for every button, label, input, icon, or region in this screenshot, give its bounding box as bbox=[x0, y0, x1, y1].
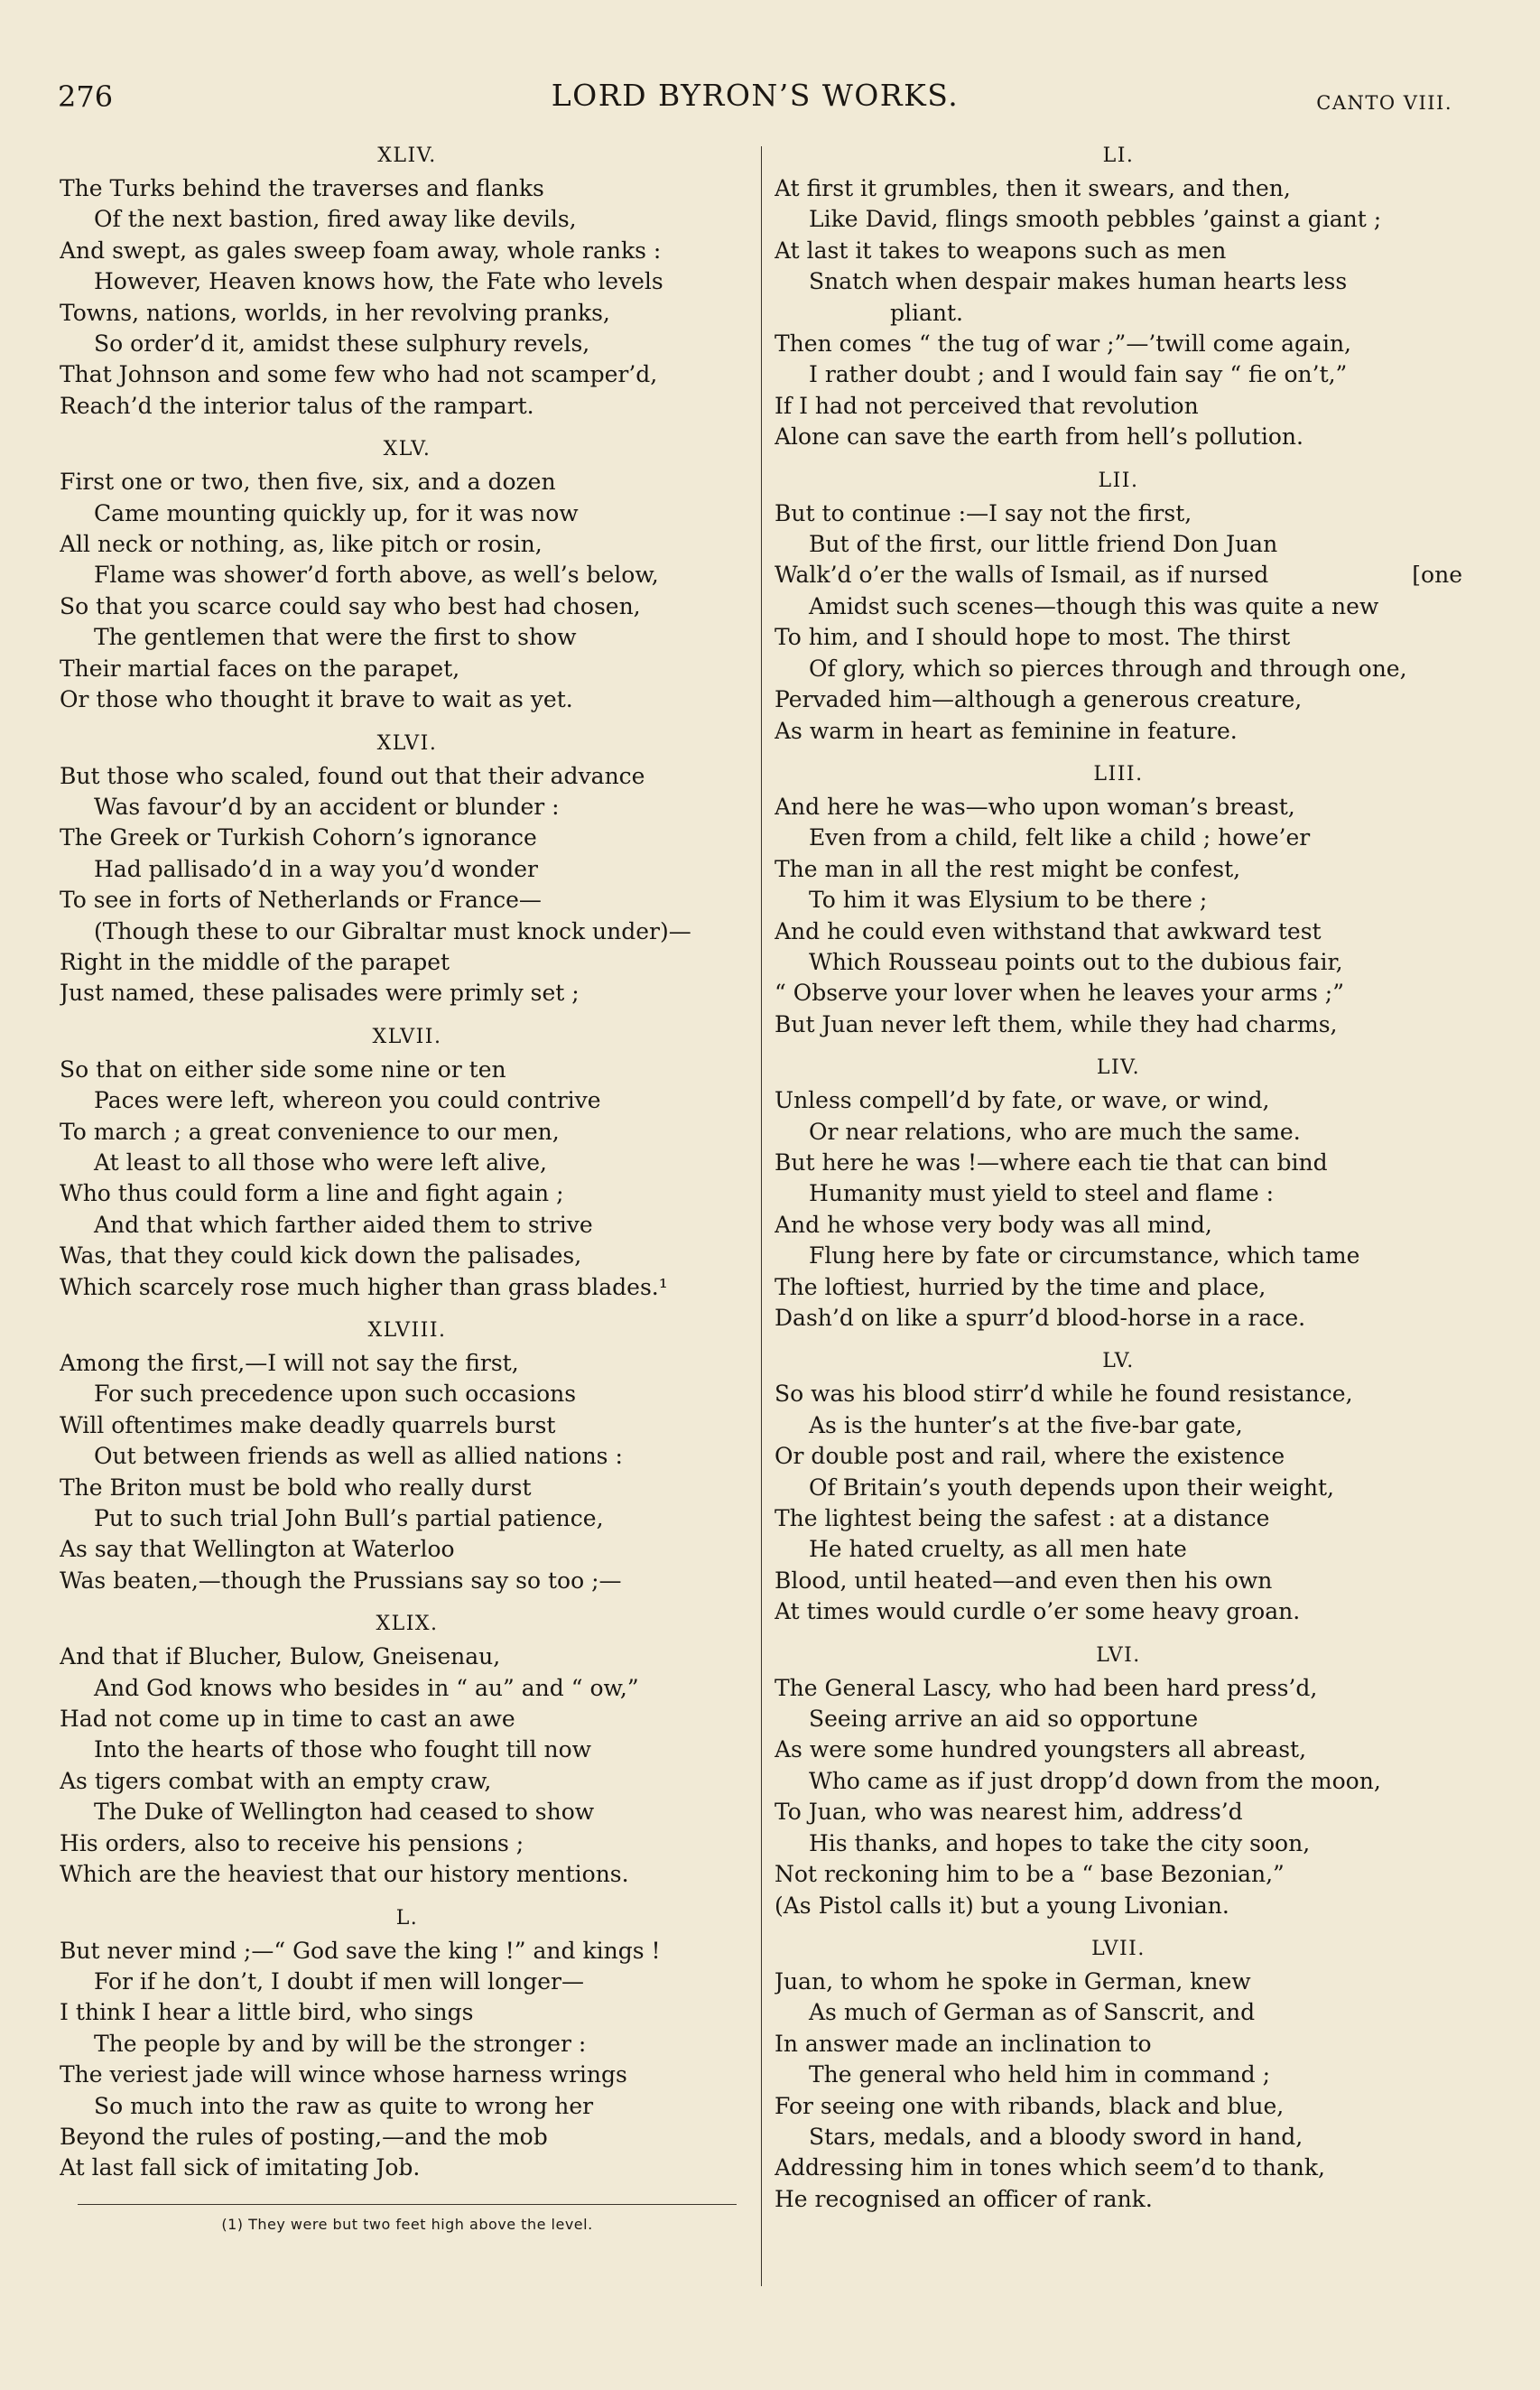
verse-line: So much into the raw as quite to wrong her bbox=[94, 2092, 594, 2119]
verse-line: Flung here by fate or circumstance, which tame bbox=[809, 1242, 1360, 1269]
verse-line: At times would curdle o’er some heavy groan. bbox=[775, 1598, 1301, 1625]
column-divider bbox=[761, 146, 762, 2286]
running-header bbox=[58, 72, 1452, 126]
verse-line: Beyond the rules of posting,—and the mob bbox=[60, 2123, 548, 2150]
stanza-number: XLVI. bbox=[376, 731, 438, 755]
verse-line: But those who scaled, found out that their advance bbox=[60, 762, 645, 789]
verse-line: And swept, as gales sweep foam away, whole ranks : bbox=[60, 237, 662, 264]
verse-line: Addressing him in tones which seem’d to thank, bbox=[775, 2154, 1325, 2181]
verse-line: Amidst such scenes—though this was quite a new bbox=[809, 592, 1379, 619]
verse-line: Which Rousseau points out to the dubious fair, bbox=[809, 948, 1343, 975]
verse-line: Pervaded him—although a generous creature, bbox=[775, 686, 1303, 713]
verse-line: pliant. bbox=[890, 299, 963, 326]
verse-line: However, Heaven knows how, the Fate who levels bbox=[94, 268, 663, 295]
verse-line: In answer made an inclination to bbox=[775, 2030, 1152, 2057]
stanza-number: XLVIII. bbox=[367, 1319, 447, 1342]
verse-line: Will oftentimes make deadly quarrels burst bbox=[60, 1411, 556, 1438]
verse-line: Put to such trial John Bull’s partial patience, bbox=[94, 1505, 604, 1532]
verse-line bbox=[775, 560, 1462, 591]
verse-line: Snatch when despair makes human hearts less bbox=[809, 268, 1348, 295]
verse-line: Was, that they could kick down the palisades, bbox=[60, 1242, 582, 1269]
verse-line: And God knows who besides in “ au” and “ ow,” bbox=[94, 1674, 639, 1701]
verse-line: He hated cruelty, as all men hate bbox=[809, 1536, 1187, 1563]
verse-line: At least to all those who were left alive, bbox=[94, 1149, 547, 1176]
verse-line: The Briton must be bold who really durst bbox=[60, 1474, 532, 1501]
verse-line: His orders, also to receive his pensions ; bbox=[60, 1829, 524, 1856]
verse-line: Even from a child, felt like a child ; howe’er bbox=[809, 824, 1311, 851]
right-column bbox=[775, 143, 1462, 2215]
verse-line: Who came as if just dropp’d down from the moon, bbox=[809, 1767, 1381, 1794]
verse-line: Stars, medals, and a bloody sword in hand, bbox=[809, 2123, 1303, 2150]
verse-line: Then comes “ the tug of war ;”—’twill come again, bbox=[775, 330, 1352, 358]
verse-line: Unless compell’d by fate, or wave, or wind, bbox=[775, 1087, 1270, 1114]
verse-line: But Juan never left them, while they had charms, bbox=[775, 1010, 1338, 1037]
verse-line: The loftiest, hurried by the time and place, bbox=[775, 1273, 1266, 1300]
verse-line: The general who held him in command ; bbox=[809, 2061, 1270, 2088]
stanza-number: XLV. bbox=[383, 438, 431, 461]
verse-line: Into the hearts of those who fought till now bbox=[94, 1736, 592, 1763]
footnote-rule bbox=[78, 2204, 737, 2205]
verse-line: Which are the heaviest that our history mentions. bbox=[60, 1861, 629, 1888]
verse-line: To him it was Elysium to be there ; bbox=[809, 887, 1208, 914]
verse-line: But here he was !—where each tie that can bind bbox=[775, 1149, 1328, 1176]
verse-line: As say that Wellington at Waterloo bbox=[60, 1536, 455, 1563]
canto-label: CANTO VIII. bbox=[1316, 92, 1452, 114]
verse-line: So that you scarce could say who best had chosen, bbox=[60, 592, 641, 619]
verse-line: For such precedence upon such occasions bbox=[94, 1381, 577, 1408]
verse-line: Seeing arrive an aid so opportune bbox=[809, 1706, 1199, 1733]
verse-line: Flame was shower’d forth above, as well’s below, bbox=[94, 562, 659, 589]
verse-line: Of Britain’s youth depends upon their weight, bbox=[809, 1474, 1334, 1501]
verse-line: To see in forts of Netherlands or France— bbox=[60, 887, 542, 914]
verse-line: Reach’d the interior talus of the rampart. bbox=[60, 392, 534, 419]
stanza-number: XLIV. bbox=[377, 144, 437, 167]
verse-line: Among the first,—I will not say the first, bbox=[60, 1350, 519, 1376]
verse-line: And here he was—who upon woman’s breast, bbox=[775, 793, 1295, 820]
verse-line: Was favour’d by an accident or blunder : bbox=[94, 793, 560, 820]
verse-line: All neck or nothing, as, like pitch or rosin, bbox=[60, 531, 543, 558]
stanza-number: LVII. bbox=[1091, 1937, 1146, 1960]
verse-line: As is the hunter’s at the five-bar gate, bbox=[809, 1411, 1243, 1438]
page-number: 276 bbox=[58, 79, 114, 114]
verse-line: Who thus could form a line and fight again ; bbox=[60, 1180, 564, 1207]
verse-line: (As Pistol calls it) but a young Livonian. bbox=[775, 1892, 1229, 1919]
verse-line: Had not come up in time to cast an awe bbox=[60, 1706, 515, 1733]
verse-line: To him, and I should hope to most. The thirst bbox=[775, 624, 1291, 651]
verse-line: Blood, until heated—and even then his own bbox=[775, 1567, 1273, 1594]
verse-line: If I had not perceived that revolution bbox=[775, 392, 1199, 419]
verse-line: To march ; a great convenience to our men, bbox=[60, 1118, 560, 1145]
stanza-number: XLIX. bbox=[376, 1613, 439, 1636]
verse-line: Alone can save the earth from hell’s pollution. bbox=[775, 423, 1303, 451]
book-title: LORD BYRON’S WORKS. bbox=[551, 78, 960, 113]
verse-line: Their martial faces on the parapet, bbox=[60, 655, 460, 682]
verse-line-overflow: [one bbox=[1412, 562, 1462, 589]
verse-line: Or double post and rail, where the existence bbox=[775, 1443, 1285, 1470]
verse-line: First one or two, then five, six, and a dozen bbox=[60, 469, 556, 496]
verse-line: The man in all the rest might be confest, bbox=[775, 855, 1241, 882]
verse-line: I rather doubt ; and I would fain say “ fie on’t,” bbox=[809, 361, 1348, 388]
verse-line: The lightest being the safest : at a distance bbox=[775, 1505, 1270, 1532]
verse-line: He recognised an officer of rank. bbox=[775, 2185, 1153, 2212]
stanza-number: LI. bbox=[1102, 144, 1135, 167]
stanza-number: LVI. bbox=[1096, 1643, 1141, 1667]
verse-line: The Turks behind the traverses and flanks bbox=[60, 175, 544, 201]
verse-line: Which scarcely rose much higher than grass blades.¹ bbox=[60, 1273, 668, 1300]
verse-line: But of the first, our little friend Don Juan bbox=[809, 531, 1278, 558]
verse-line: Just named, these palisades were primly set ; bbox=[60, 980, 580, 1007]
verse-line: At last fall sick of imitating Job. bbox=[60, 2154, 421, 2181]
verse-line: The gentlemen that were the first to show bbox=[94, 624, 577, 651]
verse-line: For seeing one with ribands, black and blue, bbox=[775, 2092, 1285, 2119]
verse-line: So order’d it, amidst these sulphury revels, bbox=[94, 330, 590, 358]
verse-line: Dash’d on like a spurr’d blood-horse in a race. bbox=[775, 1305, 1306, 1331]
verse-line: Had pallisado’d in a way you’d wonder bbox=[94, 855, 538, 882]
verse-line: (Though these to our Gibraltar must knock under)— bbox=[94, 917, 691, 944]
verse-line: Towns, nations, worlds, in her revolving pranks, bbox=[60, 299, 610, 326]
verse-line: The Greek or Turkish Cohorn’s ignorance bbox=[60, 824, 537, 851]
verse-line: But to continue :—I say not the first, bbox=[775, 499, 1192, 526]
verse-line: For if he don’t, I doubt if men will longer— bbox=[94, 1967, 584, 1995]
verse-line: The General Lascy, who had been hard press’d, bbox=[775, 1674, 1318, 1701]
verse-line: And that if Blucher, Bulow, Gneisenau, bbox=[60, 1643, 501, 1670]
verse-line: So that on either side some nine or ten bbox=[60, 1056, 506, 1083]
verse-line: That Johnson and some few who had not scamper’d, bbox=[60, 361, 658, 388]
verse-line: Out between friends as well as allied nations : bbox=[94, 1443, 623, 1470]
left-column bbox=[60, 143, 755, 2233]
verse-line: And he whose very body was all mind, bbox=[775, 1211, 1212, 1238]
verse-line: I think I hear a little bird, who sings bbox=[60, 1999, 474, 2026]
stanza-number: LIV. bbox=[1096, 1056, 1141, 1080]
verse-line: The veriest jade will wince whose harness wrings bbox=[60, 2061, 627, 2088]
verse-line: As tigers combat with an empty craw, bbox=[60, 1767, 492, 1794]
verse-line: Like David, flings smooth pebbles ’gainst a giant ; bbox=[809, 206, 1382, 233]
verse-line: Juan, to whom he spoke in German, knew bbox=[775, 1967, 1251, 1995]
verse-line: The Duke of Wellington had ceased to show bbox=[94, 1799, 595, 1826]
verse-line: To Juan, who was nearest him, address’d bbox=[775, 1799, 1243, 1826]
verse-line: Came mounting quickly up, for it was now bbox=[94, 499, 579, 526]
verse-line: But never mind ;—“ God save the king !” and kings ! bbox=[60, 1937, 661, 1964]
verse-line: “ Observe your lover when he leaves your arms ;” bbox=[775, 980, 1344, 1007]
stanza-number: LV. bbox=[1102, 1350, 1135, 1373]
verse-line: Or those who thought it brave to wait as yet. bbox=[60, 686, 573, 713]
verse-line: His thanks, and hopes to take the city soon, bbox=[809, 1829, 1311, 1856]
stanza-number: LII. bbox=[1098, 469, 1139, 492]
verse-line: As much of German as of Sanscrit, and bbox=[809, 1999, 1256, 2026]
verse-line: The people by and by will be the stronger : bbox=[94, 2030, 587, 2057]
verse-line: And he could even withstand that awkward test bbox=[775, 917, 1322, 944]
verse-line: And that which farther aided them to strive bbox=[94, 1211, 593, 1238]
stanza-number: L. bbox=[395, 1906, 419, 1930]
footnote: (1) They were but two feet high above the level. bbox=[221, 2215, 593, 2233]
verse-line: As warm in heart as feminine in feature. bbox=[775, 717, 1238, 744]
verse-line: So was his blood stirr’d while he found resistance, bbox=[775, 1381, 1353, 1408]
stanza-number: LIII. bbox=[1093, 762, 1144, 786]
verse-line: Right in the middle of the parapet bbox=[60, 948, 450, 975]
stanza-number: XLVII. bbox=[372, 1025, 442, 1048]
verse-line: Was beaten,—though the Prussians say so too ;— bbox=[60, 1567, 622, 1594]
verse-line: At first it grumbles, then it swears, and then, bbox=[775, 175, 1291, 201]
verse-line: At last it takes to weapons such as men bbox=[775, 237, 1227, 264]
verse-line-text: Walk’d o’er the walls of Ismail, as if nursed bbox=[775, 562, 1269, 589]
verse-line: Not reckoning him to be a “ base Bezonian,” bbox=[775, 1861, 1285, 1888]
verse-line: Humanity must yield to steel and flame : bbox=[809, 1180, 1275, 1207]
verse-line: As were some hundred youngsters all abreast, bbox=[775, 1736, 1307, 1763]
verse-line: Or near relations, who are much the same. bbox=[809, 1118, 1301, 1145]
verse-line: Paces were left, whereon you could contrive bbox=[94, 1087, 601, 1114]
verse-line: Of the next bastion, fired away like devils, bbox=[94, 206, 577, 233]
verse-line: Of glory, which so pierces through and through one, bbox=[809, 655, 1407, 682]
